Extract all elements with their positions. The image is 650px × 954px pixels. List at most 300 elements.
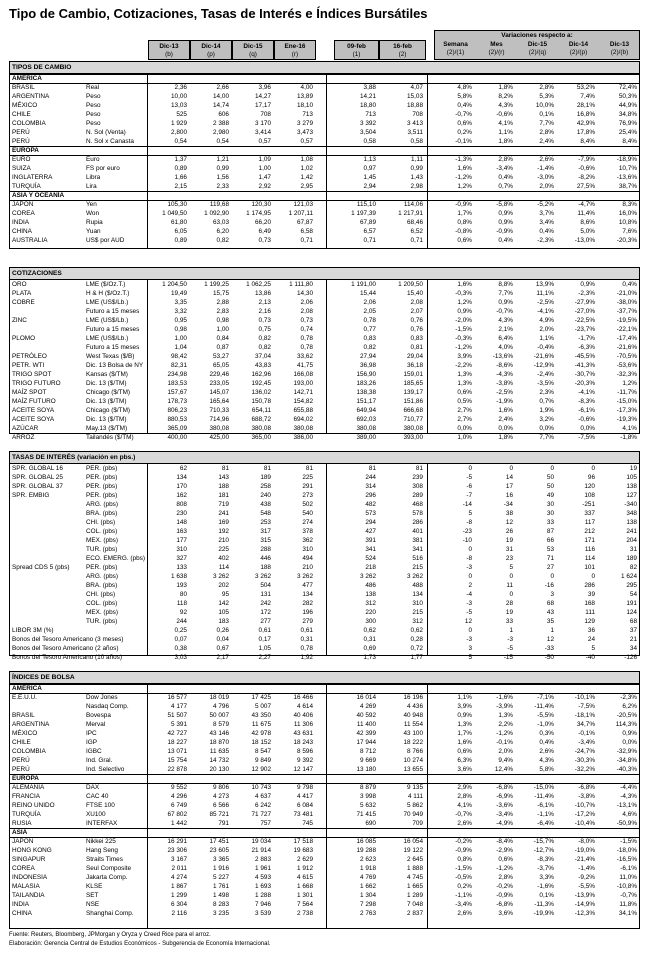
cell-value: 189: [260, 474, 271, 481]
row-unit: Real: [86, 84, 100, 91]
cell-value: 150,78: [251, 398, 271, 405]
cell-value: 1 289: [407, 892, 423, 899]
table-row: [10, 891, 639, 900]
cell-value: 42 399: [356, 730, 376, 737]
cell-value: 0: [591, 573, 595, 580]
cell-value: 3,32: [174, 308, 187, 315]
table-row: [10, 464, 639, 473]
table-row: [10, 101, 639, 110]
cell-value: 9 798: [297, 784, 313, 791]
cell-value: 120,30: [251, 201, 271, 208]
cell-value: 504: [260, 582, 271, 589]
cell-value: 1 111,80: [289, 281, 313, 288]
cell-value: 169: [218, 519, 229, 526]
row-unit: Nasdaq Comp.: [86, 703, 129, 710]
cell-value: 2 763: [360, 910, 376, 917]
cell-value: 1,1%: [498, 129, 513, 136]
row-name: COBRE: [12, 299, 35, 306]
cell-value: 13,9%: [535, 281, 554, 288]
cell-value: -14,9%: [574, 901, 595, 908]
cell-value: 468: [412, 501, 423, 508]
cell-value: 114,3%: [615, 721, 637, 728]
table-row: [10, 316, 639, 325]
row-name: PETR. WTI: [12, 362, 45, 369]
cell-value: 9,4%: [498, 757, 513, 764]
row-unit: MEX. (pbs): [86, 609, 118, 616]
row-name: COLOMBIA: [12, 748, 46, 755]
cell-value: -6,1%: [578, 407, 595, 414]
cell-value: 288: [260, 546, 271, 553]
cell-value: 0: [550, 573, 554, 580]
cell-value: 2,15: [174, 183, 187, 190]
cell-value: 0,31: [363, 636, 376, 643]
row-name: MÉXICO: [12, 102, 38, 109]
cell-value: -1,3%: [455, 156, 472, 163]
cell-value: 1 668: [297, 883, 313, 890]
cell-value: 477: [302, 582, 313, 589]
cell-value: 1,11: [411, 156, 423, 163]
cell-value: 446: [260, 555, 271, 562]
row-unit: Chicago ($/TM): [86, 407, 131, 414]
cell-value: 171: [584, 537, 595, 544]
cell-value: 880,53: [167, 416, 187, 423]
cell-value: 9 135: [407, 784, 423, 791]
table-row: [10, 590, 639, 599]
cell-value: 1 304: [360, 892, 376, 899]
cell-value: 1,8%: [498, 434, 513, 441]
cell-value: 4 637: [255, 793, 271, 800]
cell-value: -0,6%: [578, 165, 595, 172]
cell-value: 17,8%: [576, 129, 595, 136]
row-unit: ECO. EMERG. (pbs): [86, 555, 145, 562]
cell-value: 31: [629, 546, 637, 553]
cell-value: -5: [466, 474, 472, 481]
row-unit: MEX. (pbs): [86, 537, 118, 544]
cell-value: 0,25: [174, 627, 187, 634]
cell-value: 1 197,39: [351, 210, 376, 217]
cell-value: 3,9%: [457, 703, 472, 710]
cell-value: 185,65: [403, 380, 423, 387]
cell-value: 5 862: [407, 802, 423, 809]
cell-value: -0,2%: [496, 883, 513, 890]
cell-value: 2,0%: [539, 183, 554, 190]
cell-value: 53,27: [213, 353, 229, 360]
cell-value: 14,21: [360, 93, 376, 100]
cell-value: -2,3%: [620, 694, 637, 701]
cell-value: -1,7%: [578, 335, 595, 342]
table-row: [10, 173, 639, 182]
table-row: [10, 536, 639, 545]
cell-value: 53: [546, 546, 554, 553]
row-unit: Peso: [86, 102, 101, 109]
cell-value: -12,3%: [574, 910, 595, 917]
cell-value: -70,5%: [616, 353, 637, 360]
cell-value: 98,42: [171, 353, 187, 360]
cell-value: -4,3%: [620, 793, 637, 800]
table-row: [10, 909, 639, 918]
cell-value: 16 085: [356, 838, 376, 845]
row-name: E.E.U.U.: [12, 694, 37, 701]
cell-value: 81: [415, 465, 423, 472]
cell-value: 168: [584, 600, 595, 607]
cell-value: 3,9%: [457, 353, 472, 360]
cell-value: 3 539: [255, 910, 271, 917]
cell-value: 365,00: [251, 434, 271, 441]
cell-value: 1 199,25: [204, 281, 229, 288]
row-name: EURO: [12, 156, 31, 163]
cell-value: -22,1%: [616, 326, 637, 333]
cell-value: 0,82: [216, 237, 229, 244]
table-row: [10, 415, 639, 424]
cell-value: -5,2%: [537, 201, 554, 208]
cell-value: -3,6%: [496, 802, 513, 809]
cell-value: -3,4%: [496, 165, 513, 172]
cell-value: 39: [587, 591, 595, 598]
cell-value: 50: [546, 474, 554, 481]
cell-value: 0,9%: [580, 281, 595, 288]
cell-value: 36,18: [407, 362, 423, 369]
cell-value: 0: [509, 591, 513, 598]
cell-value: 19: [505, 609, 513, 616]
section-title: TASAS DE INTERÉS (variación en pbs.): [10, 452, 639, 464]
cell-value: -8,3%: [578, 398, 595, 405]
cell-value: -21,6%: [533, 353, 554, 360]
cell-value: 188: [218, 483, 229, 490]
cell-value: 23: [505, 555, 513, 562]
cell-value: 36,98: [360, 362, 376, 369]
cell-value: -0,7%: [455, 811, 472, 818]
row-unit: FS por euro: [86, 165, 120, 172]
cell-value: 1,02: [300, 165, 313, 172]
cell-value: 241: [218, 510, 229, 517]
cell-value: 1,05: [258, 645, 271, 652]
row-name: ARGENTINA: [12, 721, 50, 728]
cell-value: 183: [218, 618, 229, 625]
cell-value: -8,6%: [496, 362, 513, 369]
row-name: BRASIL: [12, 712, 35, 719]
cell-value: 67,87: [297, 219, 313, 226]
cell-value: 134: [412, 591, 423, 598]
variation-col-1: Mes (2)/(r): [488, 41, 505, 56]
row-unit: PER. (pbs): [86, 564, 118, 571]
cell-value: -3: [466, 564, 472, 571]
row-unit: Jakarta Comp.: [86, 874, 128, 881]
cell-value: 25,4%: [618, 129, 637, 136]
cell-value: 2,6%: [539, 156, 554, 163]
row-name: TAILANDIA: [12, 892, 45, 899]
cell-value: 0,0%: [622, 739, 637, 746]
cell-value: 327: [176, 555, 187, 562]
cell-value: 131: [260, 591, 271, 598]
cell-value: 6,49: [258, 228, 271, 235]
cell-value: -22,5%: [574, 317, 595, 324]
cell-value: 1 174,95: [246, 210, 271, 217]
table-row: [10, 801, 639, 810]
table-row: [10, 900, 639, 909]
table-row: [10, 581, 639, 590]
cell-value: 80: [179, 591, 187, 598]
cell-value: 2,7%: [457, 416, 472, 423]
table-row: [10, 280, 639, 289]
cell-value: 81: [305, 465, 313, 472]
cell-value: 0,82: [258, 335, 271, 342]
cell-value: 23 306: [167, 847, 187, 854]
cell-value: 14: [505, 474, 513, 481]
row-unit: LME ($/Oz.T.): [86, 281, 126, 288]
cell-value: 1,3%: [457, 371, 472, 378]
table-row: [10, 433, 639, 442]
cell-value: 1 442: [171, 820, 187, 827]
cell-value: 34,8%: [618, 111, 637, 118]
cell-value: 2,06: [363, 299, 376, 306]
cell-value: 0,83: [363, 335, 376, 342]
cell-value: 1,04: [174, 344, 187, 351]
cell-value: 210: [218, 537, 229, 544]
cell-value: 5 632: [360, 802, 376, 809]
table-row: [10, 864, 639, 873]
row-unit: N. Sol x Canasta: [86, 138, 134, 145]
cell-value: 2,1%: [498, 326, 513, 333]
cell-value: 244: [176, 618, 187, 625]
cell-value: 133: [176, 564, 187, 571]
cell-value: 50,3%: [618, 93, 637, 100]
cell-value: 19,49: [171, 290, 187, 297]
cell-value: 0,07: [174, 636, 187, 643]
cell-value: -10,8%: [616, 883, 637, 890]
cell-value: 20 130: [209, 766, 229, 773]
cell-value: 22 878: [167, 766, 187, 773]
cell-value: -17,3%: [616, 407, 637, 414]
cell-value: 192,45: [251, 380, 271, 387]
cell-value: 0,61: [300, 627, 313, 634]
cell-value: -53,6%: [616, 362, 637, 369]
cell-value: 1,56: [216, 174, 229, 181]
cell-value: -1,2%: [455, 174, 472, 181]
cell-value: 225: [218, 546, 229, 553]
section-title: TIPOS DE CAMBIO: [10, 62, 639, 74]
cell-value: 0,75: [258, 326, 271, 333]
cell-value: 159,01: [403, 371, 423, 378]
cell-value: 0,31: [300, 636, 313, 643]
cell-value: 312: [412, 618, 423, 625]
cell-value: 21: [629, 636, 637, 643]
cell-value: 0,89: [174, 237, 187, 244]
cell-value: 5,8%: [539, 766, 554, 773]
cell-value: -7,9%: [578, 156, 595, 163]
cell-value: 380,08: [356, 425, 376, 432]
cell-value: 1,6%: [498, 407, 513, 414]
cell-value: -251: [582, 501, 595, 508]
cell-value: 73 481: [293, 811, 313, 818]
column-header-4: 09-feb (1): [334, 40, 379, 60]
cell-value: 1,09: [258, 156, 271, 163]
cell-value: 1,13: [363, 156, 376, 163]
row-unit: BRA. (pbs): [86, 510, 118, 517]
cell-value: -50,9%: [616, 820, 637, 827]
cell-value: -6: [466, 483, 472, 490]
cell-value: 380,08: [293, 425, 313, 432]
cell-value: 0,78: [300, 645, 313, 652]
cell-value: 1 207,11: [288, 210, 313, 217]
cell-value: 43 350: [251, 712, 271, 719]
cell-value: -7,5%: [578, 703, 595, 710]
cell-value: 0,77: [363, 326, 376, 333]
cell-value: 4 593: [255, 874, 271, 881]
cell-value: 4 796: [213, 703, 229, 710]
table-row: [10, 819, 639, 828]
cell-value: -9,2%: [578, 874, 595, 881]
cell-value: -14: [462, 501, 472, 508]
cell-value: 14 732: [209, 757, 229, 764]
cell-value: 0: [468, 546, 472, 553]
cell-value: 3 998: [360, 793, 376, 800]
cell-value: 2,16: [258, 308, 271, 315]
cell-value: 0,97: [363, 165, 376, 172]
group-label: EUROPA: [10, 774, 639, 784]
cell-value: 11 675: [251, 721, 271, 728]
cell-value: 12 902: [251, 766, 271, 773]
cell-value: 578: [412, 510, 423, 517]
cell-value: 12 147: [293, 766, 313, 773]
cell-value: -0,3%: [455, 335, 472, 342]
cell-value: 524: [365, 555, 376, 562]
cell-value: -4,9%: [496, 820, 513, 827]
table-row: [10, 518, 639, 527]
cell-value: 8 596: [297, 748, 313, 755]
cell-value: 71 727: [251, 811, 271, 818]
cell-value: 2,0%: [498, 748, 513, 755]
cell-value: -10,1%: [574, 694, 595, 701]
cell-value: 12: [546, 636, 554, 643]
cell-value: 0,5%: [457, 398, 472, 405]
cell-value: -40: [585, 654, 595, 661]
table-row: [10, 702, 639, 711]
cell-value: 655,88: [293, 407, 313, 414]
cell-value: 708: [260, 111, 271, 118]
column-header-3: Ene-16 (r): [274, 40, 316, 60]
group-label: ASIA: [10, 828, 639, 838]
cell-value: 0,74: [300, 326, 313, 333]
cell-value: 694,02: [293, 416, 313, 423]
row-unit: CHI. (pbs): [86, 519, 116, 526]
row-unit: PER. (pbs): [86, 474, 118, 481]
cell-value: 708: [412, 111, 423, 118]
cell-value: 101: [584, 564, 595, 571]
cell-value: -15,0%: [616, 398, 637, 405]
cell-value: 1 191,00: [351, 281, 376, 288]
cell-value: 11,0%: [619, 874, 637, 881]
cell-value: 1 062,25: [246, 281, 271, 288]
cell-value: 17: [505, 483, 513, 490]
row-unit: PER. (pbs): [86, 492, 118, 499]
table-row: [10, 182, 639, 191]
cell-value: 0,9%: [457, 308, 472, 315]
cell-value: -1,5%: [455, 865, 472, 872]
row-name: JAPÓN: [12, 838, 34, 845]
table-row: [10, 509, 639, 518]
cell-value: 1,45: [363, 174, 376, 181]
cell-value: 225: [302, 474, 313, 481]
cell-value: -32,2%: [574, 766, 595, 773]
row-unit: KLSE: [86, 883, 103, 890]
variation-col-3: Dic-14 (2)/(p): [568, 41, 589, 56]
cell-value: -0,1%: [578, 730, 595, 737]
cell-value: 239: [412, 474, 423, 481]
cell-value: 172: [260, 609, 271, 616]
cell-value: 136,02: [251, 389, 271, 396]
column-header-5: 16-feb (2): [379, 40, 426, 60]
row-name: JAPÓN: [12, 201, 34, 208]
cell-value: 0: [468, 465, 472, 472]
cell-value: 142,71: [293, 389, 313, 396]
cell-value: -18,1%: [574, 712, 595, 719]
cell-value: 0,78: [300, 335, 313, 342]
row-name: ORO: [12, 281, 27, 288]
table-row: [10, 846, 639, 855]
row-unit: FTSE 100: [86, 802, 115, 809]
row-unit: Tailandés ($/TM): [86, 434, 134, 441]
table-row: [10, 491, 639, 500]
cell-value: 127: [626, 492, 637, 499]
cell-value: -6,3%: [578, 344, 595, 351]
cell-value: 134: [176, 474, 187, 481]
cell-value: 34,7%: [576, 721, 595, 728]
cell-value: 3,88: [363, 84, 376, 91]
table-row: [10, 882, 639, 891]
cell-value: 806,23: [167, 407, 187, 414]
table-row: [10, 370, 639, 379]
cell-value: 42 727: [167, 730, 187, 737]
cell-value: 286: [584, 582, 595, 589]
cell-value: 2,980: [213, 129, 229, 136]
cell-value: 0,6%: [457, 237, 472, 244]
cell-value: 3: [468, 645, 472, 652]
cell-value: 0,1%: [539, 892, 554, 899]
cell-value: 494: [302, 555, 313, 562]
cell-value: 71: [546, 555, 554, 562]
cell-value: 215: [412, 609, 423, 616]
row-unit: Libra: [86, 174, 101, 181]
cell-value: 0: [550, 465, 554, 472]
cell-value: 16 054: [403, 838, 423, 845]
cell-value: -13,9%: [574, 892, 595, 899]
cell-value: 111: [585, 609, 595, 616]
cell-value: 2,06: [300, 299, 313, 306]
section-2: [9, 451, 640, 661]
cell-value: 2,0%: [539, 326, 554, 333]
cell-value: -3,4%: [578, 739, 595, 746]
cell-value: 114,06: [403, 201, 423, 208]
cell-value: 3 262: [297, 573, 313, 580]
cell-value: 1,3%: [457, 721, 472, 728]
cell-value: 7 298: [360, 901, 376, 908]
cell-value: 1 049,50: [162, 210, 187, 217]
cell-value: -1,6%: [496, 694, 513, 701]
table-row: [10, 343, 639, 352]
row-name: ACEITE SOYA: [12, 407, 55, 414]
table-row: [10, 711, 639, 720]
cell-value: 14,00: [213, 93, 229, 100]
cell-value: -1,9%: [496, 398, 513, 405]
cell-value: 4,07: [410, 84, 423, 91]
cell-value: 18,88: [407, 102, 423, 109]
row-name: SPR. EMBIG: [12, 492, 50, 499]
cell-value: 7 564: [297, 901, 313, 908]
cell-value: 87: [546, 528, 554, 535]
cell-value: 0,62: [410, 627, 423, 634]
row-unit: CHI. (pbs): [86, 591, 116, 598]
cell-value: -1,1%: [455, 892, 472, 899]
